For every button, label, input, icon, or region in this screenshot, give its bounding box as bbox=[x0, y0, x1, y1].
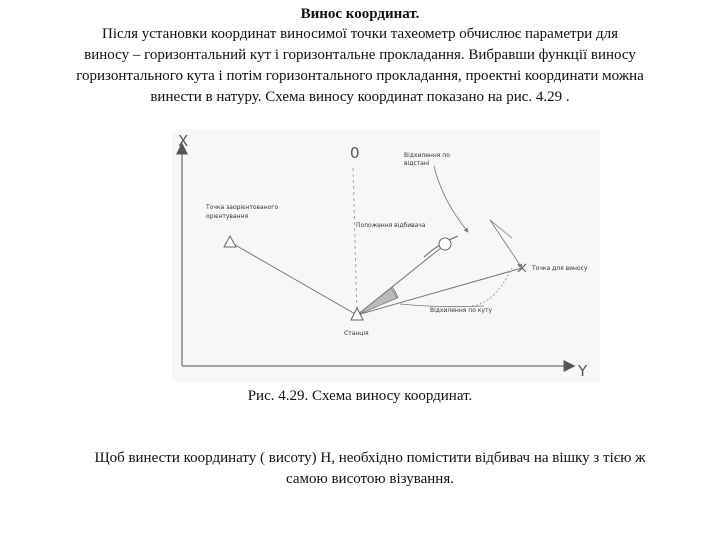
figure-caption: Рис. 4.29. Схема виносу координат. bbox=[247, 388, 473, 404]
stakeout-point-label: Точка для виносу bbox=[532, 265, 588, 272]
y-axis-label: Y bbox=[578, 362, 588, 380]
intro-line: горизонтального кута і потім горизонтального прокладання, проектні координати можна bbox=[76, 68, 644, 84]
angle-offset-label: Відхилення по куту bbox=[430, 307, 492, 314]
intro-line: виносу – горизонтальний кут і горизонтальне прокладання. Вибравши функції виносу bbox=[84, 47, 636, 63]
section-title: Винос координат. bbox=[300, 6, 420, 22]
diagram-canvas bbox=[172, 130, 600, 382]
note-line: Щоб винести координату ( висоту) Н, необхідно помістити відбивач на вішку з тією ж bbox=[94, 450, 646, 466]
backsight-label: Точка заорієнтованого bbox=[206, 204, 279, 211]
figure-background bbox=[172, 130, 600, 382]
reflector-label: Положення відбивача bbox=[356, 222, 426, 229]
intro-paragraph bbox=[40, 24, 680, 108]
station-label: Станція bbox=[344, 330, 369, 337]
backsight-label-2: орієнтування bbox=[206, 213, 249, 220]
intro-line: Після установки координат виносимої точки тахеометр обчислює параметри для bbox=[101, 26, 619, 42]
distance-offset-label-2: відстані bbox=[404, 160, 430, 167]
note-line: самою висотою візування. bbox=[286, 471, 454, 487]
origin-label: 0 bbox=[350, 144, 360, 162]
note-paragraph bbox=[40, 448, 700, 490]
intro-line: винести в натуру. Схема виносу координат показано на рис. 4.29 . bbox=[150, 89, 570, 105]
reflector-marker bbox=[439, 238, 451, 250]
x-axis-label: X bbox=[178, 132, 189, 150]
distance-offset-label: Відхилення по bbox=[404, 152, 450, 159]
stakeout-diagram bbox=[172, 130, 600, 382]
